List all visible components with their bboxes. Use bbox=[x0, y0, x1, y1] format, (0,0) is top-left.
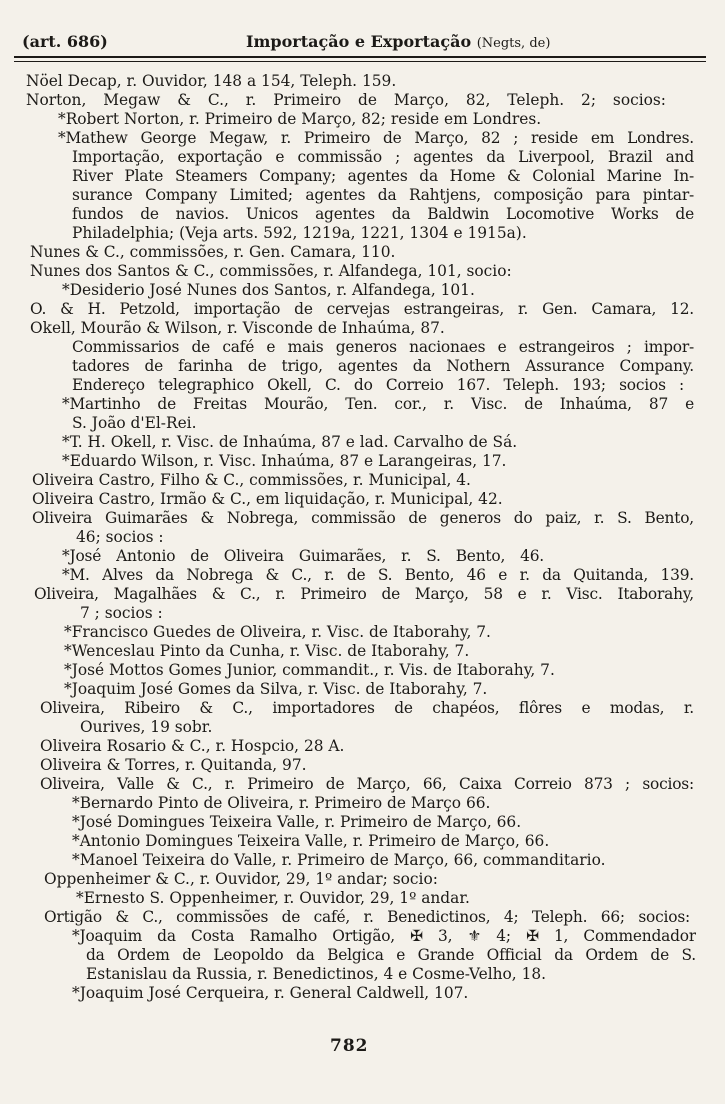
entry-line: *Desiderio José Nunes dos Santos, r. Alfandega, 101. bbox=[62, 281, 475, 299]
entry-line: fundos de navios. Unicos agentes da Baldwin Locomotive Works de bbox=[72, 205, 694, 223]
entry-line: Okell, Mourão & Wilson, r. Visconde de Inhaúma, 87. bbox=[30, 319, 445, 337]
entry-line: *José Domingues Teixeira Valle, r. Primeiro de Março, 66. bbox=[72, 813, 522, 831]
entry-line: *Joaquim José Cerqueira, r. General Caldwell, 107. bbox=[72, 984, 469, 1002]
entry-line: tadores de farinha de trigo, agentes da Nothern Assurance Company. bbox=[72, 357, 694, 375]
entry-line: *Wenceslau Pinto da Cunha, r. Visc. de Itaborahy, 7. bbox=[64, 642, 470, 660]
entry-line: da Ordem de Leopoldo da Belgica e Grande Official da Ordem de S. bbox=[86, 946, 696, 964]
entry-line: Commissarios de café e mais generos nacionaes e estrangeiros ; impor- bbox=[72, 338, 694, 356]
entry-line: *Antonio Domingues Teixeira Valle, r. Primeiro de Março, 66. bbox=[72, 832, 550, 850]
entry-line: *Martinho de Freitas Mourão, Ten. cor., r. Visc. de Inhaúma, 87 e bbox=[62, 395, 694, 413]
entry-line: *José Mottos Gomes Junior, commandit., r. Vis. de Itaborahy, 7. bbox=[64, 661, 555, 679]
entry-line: River Plate Steamers Company; agentes da Home & Colonial Marine In- bbox=[72, 167, 694, 185]
entry-line: *José Antonio de Oliveira Guimarães, r. S. Bento, 46. bbox=[62, 547, 544, 565]
entry-line: *Francisco Guedes de Oliveira, r. Visc. de Itaborahy, 7. bbox=[64, 623, 491, 641]
entry-line: *Bernardo Pinto de Oliveira, r. Primeiro de Março 66. bbox=[72, 794, 491, 812]
entry-line: 7 ; socios : bbox=[80, 604, 163, 622]
entry-line: *Joaquim da Costa Ramalho Ortigão, ✠ 3, ⚜ 4; ✠ 1, Commendador bbox=[72, 927, 696, 945]
entry-line: Importação, exportação e commissão ; agentes da Liverpool, Brazil and bbox=[72, 148, 694, 166]
entry-line: *M. Alves da Nobrega & C., r. de S. Bento, 46 e r. da Quitanda, 139. bbox=[62, 566, 694, 584]
page-number: 782 bbox=[330, 1036, 369, 1056]
section-title: Importação e Exportação bbox=[246, 32, 472, 51]
entry-line: *Joaquim José Gomes da Silva, r. Visc. de Itaborahy, 7. bbox=[64, 680, 488, 698]
entry-line: O. & H. Petzold, importação de cervejas estrangeiras, r. Gen. Camara, 12. bbox=[30, 300, 694, 318]
entry-line: Nunes dos Santos & C., commissões, r. Alfandega, 101, socio: bbox=[30, 262, 512, 280]
entry-line: *T. H. Okell, r. Visc. de Inhaúma, 87 e lad. Carvalho de Sá. bbox=[62, 433, 518, 451]
entry-line: *Mathew George Megaw, r. Primeiro de Março, 82 ; reside em Londres. bbox=[58, 129, 694, 147]
entry-line: Estanislau da Russia, r. Benedictinos, 4 e Cosme-Velho, 18. bbox=[86, 965, 547, 983]
entry-line: *Robert Norton, r. Primeiro de Março, 82; reside em Londres. bbox=[58, 110, 542, 128]
section-subtitle: (Negts, de) bbox=[476, 36, 551, 51]
entry-line: Oliveira, Ribeiro & C., importadores de chapéos, flôres e modas, r. bbox=[40, 699, 694, 717]
entry-line: Nöel Decap, r. Ouvidor, 148 a 154, Teleph. 159. bbox=[26, 72, 397, 90]
entry-line: *Eduardo Wilson, r. Visc. Inhaúma, 87 e Larangeiras, 17. bbox=[62, 452, 507, 470]
entry-line: Ortigão & C., commissões de café, r. Benedictinos, 4; Teleph. 66; socios: bbox=[44, 908, 690, 926]
entry-line: Oliveira Castro, Filho & C., commissões, r. Municipal, 4. bbox=[32, 471, 471, 489]
article-reference: (art. 686) bbox=[22, 32, 108, 51]
entry-line: Nunes & C., commissões, r. Gen. Camara, 110. bbox=[30, 243, 396, 261]
entry-line: 46; socios : bbox=[76, 528, 164, 546]
entry-line: Oliveira Rosario & C., r. Hospcio, 28 A. bbox=[40, 737, 345, 755]
entry-line: surance Company Limited; agentes da Rahtjens, composição para pintar- bbox=[72, 186, 694, 204]
entry-line: Norton, Megaw & C., r. Primeiro de Março, 82, Teleph. 2; socios: bbox=[26, 91, 666, 109]
page-title bbox=[246, 32, 550, 51]
entry-line: Oliveira & Torres, r. Quitanda, 97. bbox=[40, 756, 307, 774]
entry-line: Oliveira Castro, Irmão & C., em liquidação, r. Municipal, 42. bbox=[32, 490, 503, 508]
entry-line: Ourives, 19 sobr. bbox=[80, 718, 213, 736]
entry-line: *Ernesto S. Oppenheimer, r. Ouvidor, 29, 1º andar. bbox=[76, 889, 470, 907]
header-rule bbox=[14, 61, 706, 62]
entry-line: Oliveira, Valle & C., r. Primeiro de Março, 66, Caixa Correio 873 ; socios: bbox=[40, 775, 694, 793]
entry-line: S. João d'El-Rei. bbox=[72, 414, 197, 432]
entry-line: Oliveira Guimarães & Nobrega, commissão de generos do paiz, r. S. Bento, bbox=[32, 509, 694, 527]
page-header bbox=[14, 30, 706, 58]
entry-line: *Manoel Teixeira do Valle, r. Primeiro de Março, 66, commanditario. bbox=[72, 851, 606, 869]
entry-line: Oppenheimer & C., r. Ouvidor, 29, 1º andar; socio: bbox=[44, 870, 438, 888]
entry-line: Philadelphia; (Veja arts. 592, 1219a, 1221, 1304 e 1915a). bbox=[72, 224, 527, 242]
entry-line: Oliveira, Magalhães & C., r. Primeiro de Março, 58 e r. Visc. Itaborahy, bbox=[34, 585, 694, 603]
entry-line: Endereço telegraphico Okell, C. do Correio 167. Teleph. 193; socios : bbox=[72, 376, 684, 394]
